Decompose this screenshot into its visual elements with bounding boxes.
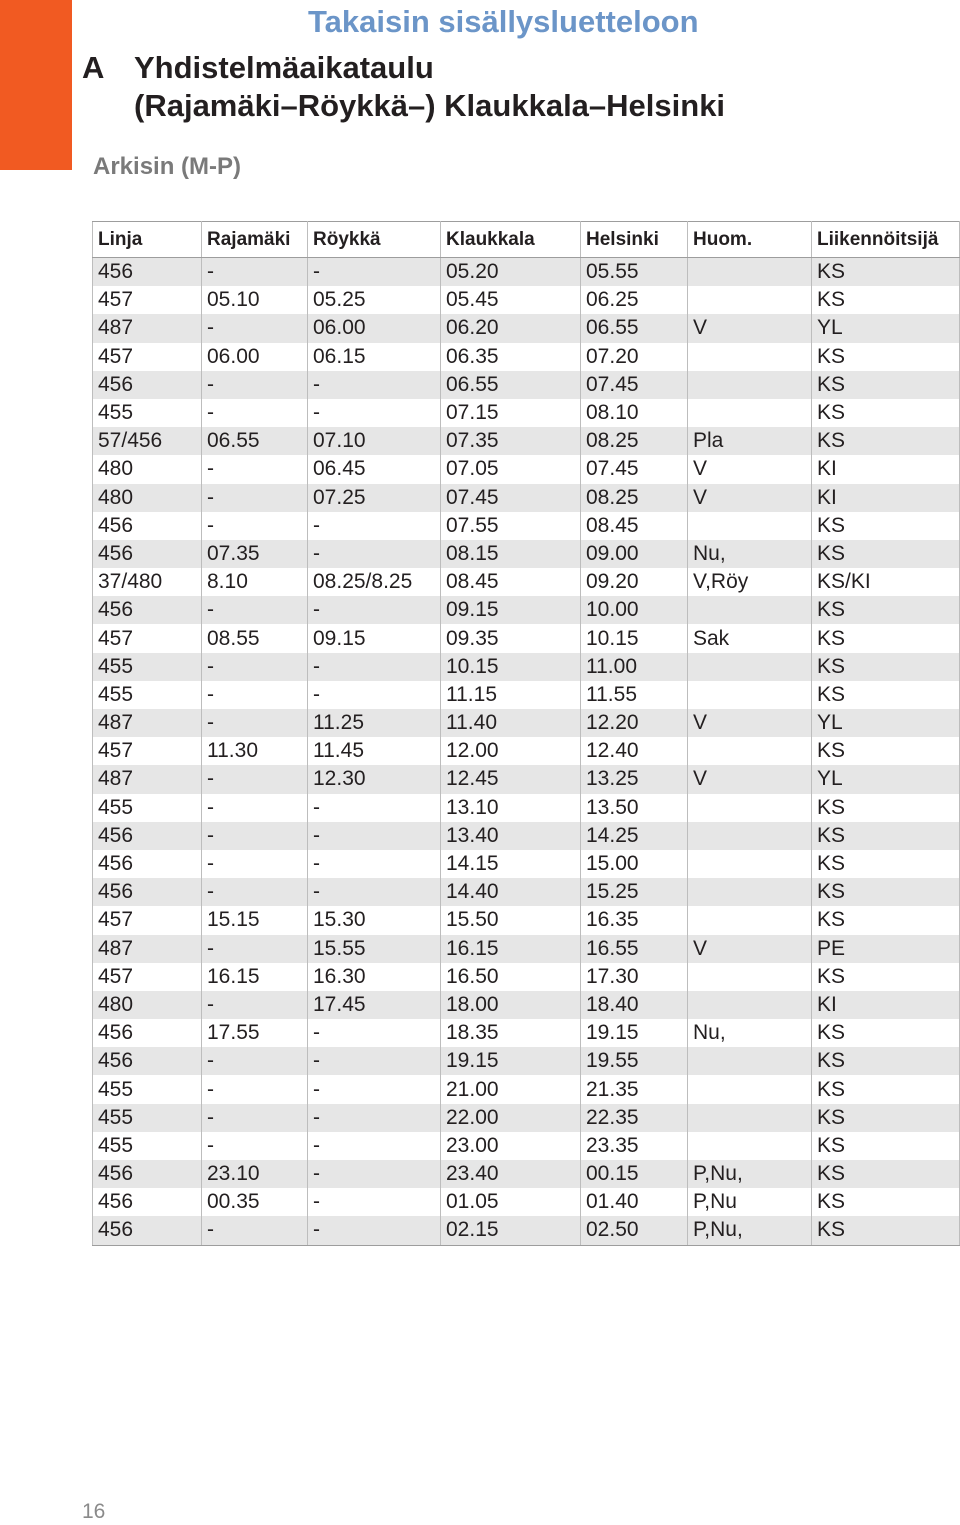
- cell-rajamaki: 15.15: [202, 906, 308, 934]
- cell-klaukkala: 01.05: [441, 1188, 581, 1216]
- cell-rajamaki: -: [202, 1047, 308, 1075]
- cell-klaukkala: 13.10: [441, 794, 581, 822]
- cell-huom: Nu,: [688, 540, 812, 568]
- cell-klaukkala: 12.00: [441, 737, 581, 765]
- cell-linja: 455: [93, 794, 202, 822]
- cell-huom: [688, 371, 812, 399]
- cell-roykka: -: [308, 540, 441, 568]
- table-header-row: [93, 222, 960, 258]
- cell-rajamaki: -: [202, 258, 308, 287]
- cell-rajamaki: 06.55: [202, 427, 308, 455]
- cell-helsinki: 16.35: [581, 906, 688, 934]
- cell-roykka: 15.30: [308, 906, 441, 934]
- cell-roykka: 12.30: [308, 765, 441, 793]
- cell-klaukkala: 14.15: [441, 850, 581, 878]
- cell-klaukkala: 09.35: [441, 624, 581, 652]
- cell-liikennoitsija: KS: [812, 624, 960, 652]
- cell-roykka: -: [308, 794, 441, 822]
- cell-liikennoitsija: KS: [812, 540, 960, 568]
- cell-huom: V: [688, 709, 812, 737]
- cell-klaukkala: 18.35: [441, 1019, 581, 1047]
- table-row: [93, 935, 960, 963]
- cell-linja: 455: [93, 1104, 202, 1132]
- table-row: [93, 455, 960, 483]
- table-row: [93, 653, 960, 681]
- column-header-helsinki: Helsinki: [581, 222, 688, 258]
- cell-linja: 456: [93, 371, 202, 399]
- cell-roykka: -: [308, 1104, 441, 1132]
- table-row: [93, 991, 960, 1019]
- cell-rajamaki: -: [202, 596, 308, 624]
- table-row: [93, 286, 960, 314]
- cell-helsinki: 21.35: [581, 1075, 688, 1103]
- column-header-linja: Linja: [93, 222, 202, 258]
- cell-helsinki: 06.25: [581, 286, 688, 314]
- cell-klaukkala: 07.45: [441, 484, 581, 512]
- cell-roykka: -: [308, 512, 441, 540]
- cell-linja: 487: [93, 314, 202, 342]
- cell-huom: Sak: [688, 624, 812, 652]
- cell-huom: Pla: [688, 427, 812, 455]
- cell-roykka: 09.15: [308, 624, 441, 652]
- cell-linja: 457: [93, 286, 202, 314]
- cell-klaukkala: 15.50: [441, 906, 581, 934]
- table-row: [93, 1188, 960, 1216]
- cell-klaukkala: 06.35: [441, 343, 581, 371]
- cell-huom: [688, 737, 812, 765]
- cell-rajamaki: -: [202, 878, 308, 906]
- cell-huom: [688, 258, 812, 287]
- cell-helsinki: 08.10: [581, 399, 688, 427]
- cell-klaukkala: 07.35: [441, 427, 581, 455]
- cell-linja: 455: [93, 1132, 202, 1160]
- table-row: [93, 1132, 960, 1160]
- cell-liikennoitsija: KS: [812, 1047, 960, 1075]
- cell-roykka: -: [308, 1188, 441, 1216]
- cell-liikennoitsija: KS: [812, 1132, 960, 1160]
- cell-linja: 457: [93, 624, 202, 652]
- cell-huom: [688, 1047, 812, 1075]
- cell-roykka: -: [308, 258, 441, 287]
- cell-liikennoitsija: YL: [812, 765, 960, 793]
- timetable: [92, 221, 960, 1246]
- cell-liikennoitsija: KI: [812, 455, 960, 483]
- cell-linja: 456: [93, 1188, 202, 1216]
- cell-klaukkala: 08.45: [441, 568, 581, 596]
- cell-huom: [688, 512, 812, 540]
- cell-klaukkala: 16.50: [441, 963, 581, 991]
- cell-liikennoitsija: KS: [812, 850, 960, 878]
- cell-huom: [688, 850, 812, 878]
- cell-klaukkala: 16.15: [441, 935, 581, 963]
- cell-roykka: -: [308, 653, 441, 681]
- table-row: [93, 484, 960, 512]
- cell-rajamaki: -: [202, 371, 308, 399]
- cell-liikennoitsija: KS: [812, 1216, 960, 1245]
- cell-huom: V: [688, 765, 812, 793]
- cell-rajamaki: -: [202, 850, 308, 878]
- cell-huom: [688, 794, 812, 822]
- cell-huom: V: [688, 484, 812, 512]
- cell-helsinki: 02.50: [581, 1216, 688, 1245]
- table-row: [93, 314, 960, 342]
- cell-klaukkala: 09.15: [441, 596, 581, 624]
- cell-klaukkala: 14.40: [441, 878, 581, 906]
- cell-huom: [688, 681, 812, 709]
- cell-klaukkala: 19.15: [441, 1047, 581, 1075]
- cell-liikennoitsija: KS: [812, 1188, 960, 1216]
- back-to-contents-link[interactable]: Takaisin sisällysluetteloon: [308, 4, 699, 39]
- column-header-rajamaki: Rajamäki: [202, 222, 308, 258]
- cell-liikennoitsija: KS: [812, 822, 960, 850]
- cell-rajamaki: 17.55: [202, 1019, 308, 1047]
- cell-helsinki: 22.35: [581, 1104, 688, 1132]
- cell-helsinki: 19.15: [581, 1019, 688, 1047]
- table-row: [93, 512, 960, 540]
- cell-linja: 455: [93, 1075, 202, 1103]
- cell-liikennoitsija: YL: [812, 709, 960, 737]
- cell-liikennoitsija: KS/KI: [812, 568, 960, 596]
- cell-rajamaki: 06.00: [202, 343, 308, 371]
- cell-klaukkala: 10.15: [441, 653, 581, 681]
- cell-linja: 456: [93, 1019, 202, 1047]
- table-row: [93, 258, 960, 287]
- cell-helsinki: 15.00: [581, 850, 688, 878]
- cell-helsinki: 08.25: [581, 484, 688, 512]
- cell-klaukkala: 02.15: [441, 1216, 581, 1245]
- cell-helsinki: 16.55: [581, 935, 688, 963]
- cell-klaukkala: 23.40: [441, 1160, 581, 1188]
- cell-liikennoitsija: KS: [812, 1019, 960, 1047]
- cell-liikennoitsija: KS: [812, 371, 960, 399]
- cell-roykka: 06.45: [308, 455, 441, 483]
- cell-roykka: 11.45: [308, 737, 441, 765]
- cell-roykka: -: [308, 1019, 441, 1047]
- cell-rajamaki: -: [202, 709, 308, 737]
- cell-helsinki: 18.40: [581, 991, 688, 1019]
- table-row: [93, 822, 960, 850]
- cell-liikennoitsija: KS: [812, 1104, 960, 1132]
- cell-huom: [688, 822, 812, 850]
- table-row: [93, 681, 960, 709]
- cell-linja: 480: [93, 455, 202, 483]
- cell-klaukkala: 11.40: [441, 709, 581, 737]
- cell-helsinki: 09.00: [581, 540, 688, 568]
- cell-rajamaki: -: [202, 455, 308, 483]
- cell-rajamaki: -: [202, 991, 308, 1019]
- cell-klaukkala: 05.45: [441, 286, 581, 314]
- cell-linja: 456: [93, 258, 202, 287]
- cell-rajamaki: 8.10: [202, 568, 308, 596]
- cell-helsinki: 14.25: [581, 822, 688, 850]
- section-tab-marker: [0, 0, 72, 170]
- schedule-day-subtitle: Arkisin (M-P): [93, 153, 242, 180]
- cell-liikennoitsija: KS: [812, 512, 960, 540]
- cell-huom: [688, 1132, 812, 1160]
- cell-linja: 487: [93, 935, 202, 963]
- cell-huom: [688, 963, 812, 991]
- cell-liikennoitsija: KI: [812, 991, 960, 1019]
- cell-huom: V: [688, 935, 812, 963]
- cell-roykka: -: [308, 1132, 441, 1160]
- cell-helsinki: 07.20: [581, 343, 688, 371]
- cell-linja: 57/456: [93, 427, 202, 455]
- cell-huom: [688, 399, 812, 427]
- cell-huom: P,Nu,: [688, 1160, 812, 1188]
- cell-klaukkala: 06.20: [441, 314, 581, 342]
- cell-helsinki: 13.50: [581, 794, 688, 822]
- table-row: [93, 1104, 960, 1132]
- cell-klaukkala: 05.20: [441, 258, 581, 287]
- cell-helsinki: 07.45: [581, 371, 688, 399]
- cell-rajamaki: -: [202, 935, 308, 963]
- cell-liikennoitsija: KS: [812, 258, 960, 287]
- column-header-roykka: Röykkä: [308, 222, 441, 258]
- cell-rajamaki: -: [202, 765, 308, 793]
- cell-rajamaki: -: [202, 1104, 308, 1132]
- cell-rajamaki: -: [202, 512, 308, 540]
- table-row: [93, 343, 960, 371]
- cell-linja: 455: [93, 399, 202, 427]
- cell-helsinki: 08.25: [581, 427, 688, 455]
- cell-rajamaki: -: [202, 1132, 308, 1160]
- cell-roykka: -: [308, 371, 441, 399]
- cell-huom: [688, 906, 812, 934]
- cell-roykka: -: [308, 1047, 441, 1075]
- cell-rajamaki: -: [202, 399, 308, 427]
- page-number: 16: [82, 1500, 106, 1523]
- cell-linja: 457: [93, 737, 202, 765]
- cell-linja: 456: [93, 850, 202, 878]
- cell-liikennoitsija: YL: [812, 314, 960, 342]
- cell-roykka: 05.25: [308, 286, 441, 314]
- table-row: [93, 1019, 960, 1047]
- cell-huom: [688, 653, 812, 681]
- cell-helsinki: 06.55: [581, 314, 688, 342]
- cell-liikennoitsija: KS: [812, 1160, 960, 1188]
- cell-roykka: 15.55: [308, 935, 441, 963]
- cell-huom: [688, 286, 812, 314]
- cell-huom: [688, 878, 812, 906]
- cell-liikennoitsija: KS: [812, 963, 960, 991]
- cell-klaukkala: 12.45: [441, 765, 581, 793]
- cell-rajamaki: -: [202, 822, 308, 850]
- cell-rajamaki: 23.10: [202, 1160, 308, 1188]
- table-row: [93, 1216, 960, 1245]
- cell-klaukkala: 07.15: [441, 399, 581, 427]
- cell-huom: [688, 596, 812, 624]
- cell-helsinki: 12.40: [581, 737, 688, 765]
- cell-huom: V: [688, 314, 812, 342]
- cell-rajamaki: -: [202, 484, 308, 512]
- cell-linja: 456: [93, 878, 202, 906]
- cell-linja: 457: [93, 343, 202, 371]
- cell-rajamaki: 05.10: [202, 286, 308, 314]
- table-row: [93, 596, 960, 624]
- cell-huom: [688, 991, 812, 1019]
- cell-helsinki: 17.30: [581, 963, 688, 991]
- cell-linja: 487: [93, 709, 202, 737]
- cell-liikennoitsija: KS: [812, 878, 960, 906]
- cell-klaukkala: 22.00: [441, 1104, 581, 1132]
- cell-huom: V,Röy: [688, 568, 812, 596]
- cell-klaukkala: 21.00: [441, 1075, 581, 1103]
- cell-liikennoitsija: KS: [812, 737, 960, 765]
- cell-liikennoitsija: PE: [812, 935, 960, 963]
- cell-liikennoitsija: KS: [812, 286, 960, 314]
- table-row: [93, 709, 960, 737]
- cell-roykka: -: [308, 596, 441, 624]
- cell-linja: 456: [93, 540, 202, 568]
- cell-klaukkala: 06.55: [441, 371, 581, 399]
- table-row: [93, 540, 960, 568]
- cell-liikennoitsija: KS: [812, 1075, 960, 1103]
- cell-roykka: -: [308, 681, 441, 709]
- cell-roykka: 07.10: [308, 427, 441, 455]
- cell-rajamaki: 16.15: [202, 963, 308, 991]
- cell-rajamaki: 08.55: [202, 624, 308, 652]
- table-row: [93, 906, 960, 934]
- cell-rajamaki: -: [202, 314, 308, 342]
- table-row: [93, 737, 960, 765]
- table-row: [93, 765, 960, 793]
- cell-liikennoitsija: KS: [812, 906, 960, 934]
- cell-helsinki: 09.20: [581, 568, 688, 596]
- cell-helsinki: 07.45: [581, 455, 688, 483]
- cell-rajamaki: -: [202, 653, 308, 681]
- timetable-body: [93, 258, 960, 1246]
- cell-helsinki: 00.15: [581, 1160, 688, 1188]
- cell-rajamaki: 07.35: [202, 540, 308, 568]
- cell-rajamaki: 00.35: [202, 1188, 308, 1216]
- cell-rajamaki: -: [202, 681, 308, 709]
- cell-helsinki: 08.45: [581, 512, 688, 540]
- cell-liikennoitsija: KS: [812, 596, 960, 624]
- cell-linja: 480: [93, 484, 202, 512]
- cell-roykka: 11.25: [308, 709, 441, 737]
- column-header-liikennoitsija: Liikennöitsijä: [812, 222, 960, 258]
- column-header-klaukkala: Klaukkala: [441, 222, 581, 258]
- cell-rajamaki: -: [202, 1216, 308, 1245]
- table-row: [93, 568, 960, 596]
- cell-roykka: 07.25: [308, 484, 441, 512]
- page-title-line2: (Rajamäki–Röykkä–) Klaukkala–Helsinki: [134, 88, 726, 123]
- cell-helsinki: 11.55: [581, 681, 688, 709]
- cell-klaukkala: 13.40: [441, 822, 581, 850]
- cell-klaukkala: 11.15: [441, 681, 581, 709]
- cell-liikennoitsija: KS: [812, 681, 960, 709]
- cell-linja: 455: [93, 681, 202, 709]
- cell-linja: 456: [93, 1160, 202, 1188]
- cell-klaukkala: 07.55: [441, 512, 581, 540]
- cell-helsinki: 15.25: [581, 878, 688, 906]
- cell-rajamaki: 11.30: [202, 737, 308, 765]
- cell-linja: 455: [93, 653, 202, 681]
- cell-linja: 487: [93, 765, 202, 793]
- cell-rajamaki: -: [202, 1075, 308, 1103]
- cell-klaukkala: 08.15: [441, 540, 581, 568]
- cell-linja: 456: [93, 1047, 202, 1075]
- cell-klaukkala: 23.00: [441, 1132, 581, 1160]
- table-row: [93, 624, 960, 652]
- cell-liikennoitsija: KI: [812, 484, 960, 512]
- table-row: [93, 1160, 960, 1188]
- cell-roykka: -: [308, 822, 441, 850]
- cell-roykka: -: [308, 1160, 441, 1188]
- cell-roykka: 06.15: [308, 343, 441, 371]
- cell-roykka: 16.30: [308, 963, 441, 991]
- cell-helsinki: 05.55: [581, 258, 688, 287]
- table-row: [93, 427, 960, 455]
- table-row: [93, 399, 960, 427]
- cell-huom: P,Nu,: [688, 1216, 812, 1245]
- cell-rajamaki: -: [202, 794, 308, 822]
- cell-helsinki: 10.00: [581, 596, 688, 624]
- cell-roykka: -: [308, 878, 441, 906]
- cell-huom: [688, 1075, 812, 1103]
- cell-liikennoitsija: KS: [812, 343, 960, 371]
- cell-linja: 457: [93, 963, 202, 991]
- cell-huom: P,Nu: [688, 1188, 812, 1216]
- cell-linja: 37/480: [93, 568, 202, 596]
- cell-roykka: -: [308, 1075, 441, 1103]
- cell-linja: 456: [93, 596, 202, 624]
- section-letter: A: [82, 50, 105, 85]
- cell-huom: [688, 343, 812, 371]
- column-header-huom: Huom.: [688, 222, 812, 258]
- cell-helsinki: 13.25: [581, 765, 688, 793]
- cell-helsinki: 01.40: [581, 1188, 688, 1216]
- cell-roykka: 08.25/8.25: [308, 568, 441, 596]
- table-row: [93, 878, 960, 906]
- page-title-line1: Yhdistelmäaikataulu: [134, 50, 434, 85]
- cell-linja: 456: [93, 512, 202, 540]
- cell-linja: 456: [93, 1216, 202, 1245]
- cell-roykka: 06.00: [308, 314, 441, 342]
- cell-liikennoitsija: KS: [812, 794, 960, 822]
- cell-helsinki: 23.35: [581, 1132, 688, 1160]
- cell-roykka: -: [308, 850, 441, 878]
- table-row: [93, 963, 960, 991]
- cell-roykka: -: [308, 399, 441, 427]
- cell-helsinki: 12.20: [581, 709, 688, 737]
- cell-huom: V: [688, 455, 812, 483]
- table-row: [93, 1047, 960, 1075]
- cell-liikennoitsija: KS: [812, 399, 960, 427]
- cell-klaukkala: 07.05: [441, 455, 581, 483]
- cell-helsinki: 10.15: [581, 624, 688, 652]
- cell-helsinki: 11.00: [581, 653, 688, 681]
- cell-liikennoitsija: KS: [812, 653, 960, 681]
- cell-huom: [688, 1104, 812, 1132]
- cell-roykka: -: [308, 1216, 441, 1245]
- table-row: [93, 371, 960, 399]
- cell-klaukkala: 18.00: [441, 991, 581, 1019]
- cell-helsinki: 19.55: [581, 1047, 688, 1075]
- cell-linja: 456: [93, 822, 202, 850]
- cell-linja: 480: [93, 991, 202, 1019]
- table-row: [93, 794, 960, 822]
- cell-huom: Nu,: [688, 1019, 812, 1047]
- table-row: [93, 850, 960, 878]
- table-row: [93, 1075, 960, 1103]
- cell-liikennoitsija: KS: [812, 427, 960, 455]
- cell-roykka: 17.45: [308, 991, 441, 1019]
- cell-linja: 457: [93, 906, 202, 934]
